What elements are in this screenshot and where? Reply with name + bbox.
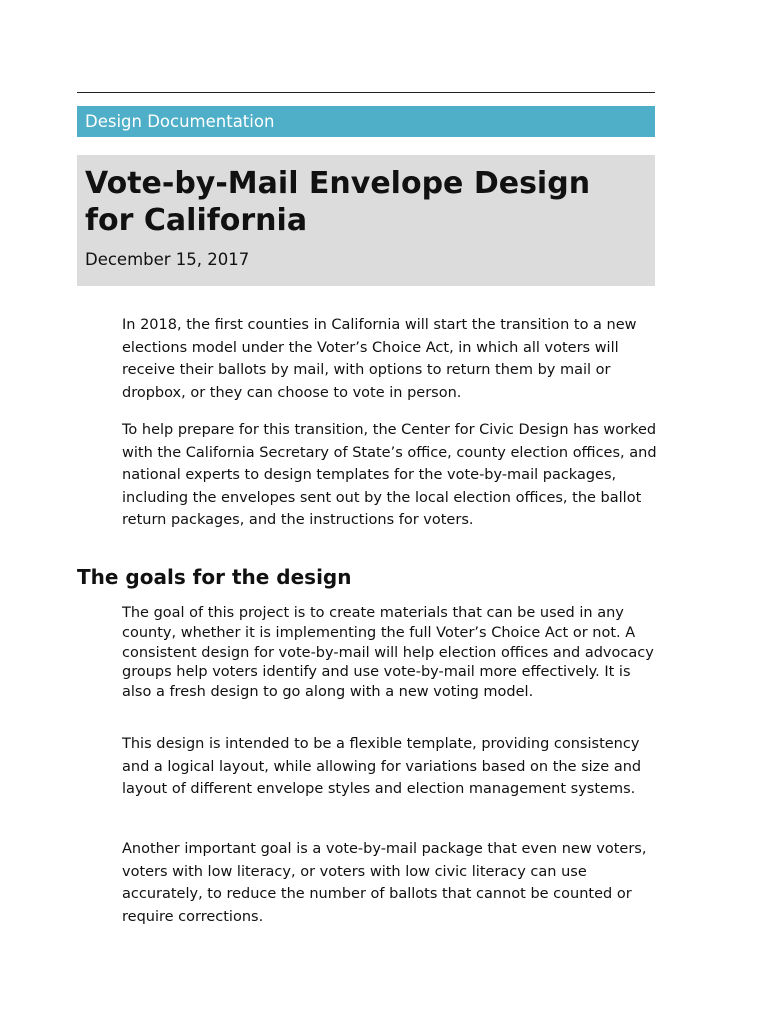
section-heading-goals: The goals for the design [77,565,352,589]
page-title: Vote-by-Mail Envelope Design for California [85,166,591,238]
goals-paragraph-2: This design is intended to be a flexible template, providing consistency and a logical layout, while allowing for variations based on the size and layout of different envelope styles and election management systems. [122,736,642,797]
goals-paragraph-1: The goal of this project is to create materials that can be used in any county, whether it is implementing the full Voter’s Choice Act or not. A consistent design for vote-by-mail will help election offices and advocacy groups help voters identify and use vote-by-mail more effectively. It is also a fresh design to go along with a new voting model. [122,605,654,701]
goals-paragraph-3: Another important goal is a vote-by-mail package that even new voters, voters with low literacy, or voters with low civic literacy can use accurately, to reduce the number of ballots that cannot be counted or require corrections. [122,841,647,925]
title-block [77,155,655,286]
intro-paragraph-2: To help prepare for this transition, the Center for Civic Design has worked with the California Secretary of State’s office, county election offices, and national experts to design templates for the vote-by-mail packages, including the envelopes sent out by the local election offices, the ballot return packages, and the instructions for voters. [122,422,657,528]
intro-paragraph-1: In 2018, the first counties in California will start the transition to a new elections model under the Voter’s Choice Act, in which all voters will receive their ballots by mail, with options to return them by mail or dropbox, or they can choose to vote in person. [122,317,637,401]
category-banner: Design Documentation [77,106,655,137]
publication-date: December 15, 2017 [85,250,250,269]
top-divider [77,92,655,93]
